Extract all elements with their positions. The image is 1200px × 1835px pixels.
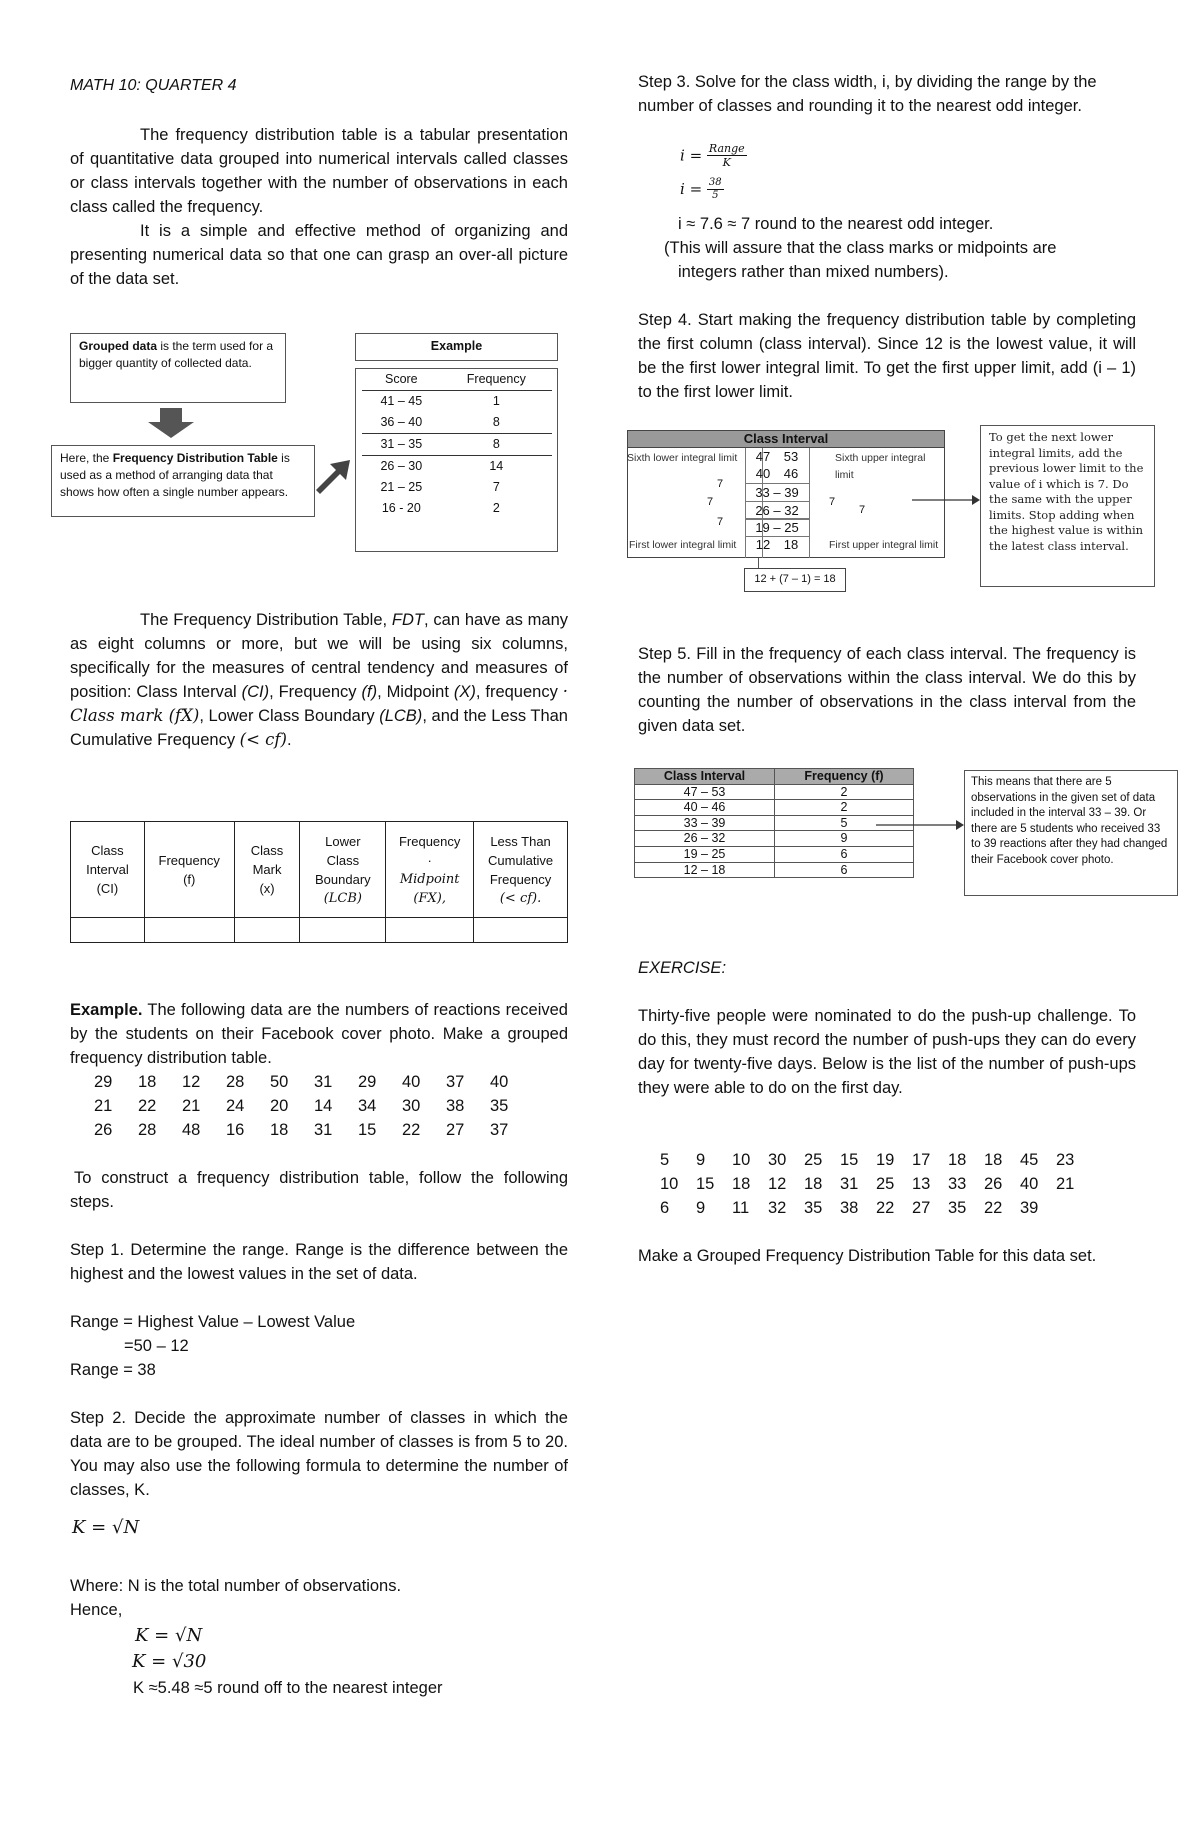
data-value: 22	[402, 1121, 421, 1139]
data-value: 21	[94, 1097, 113, 1115]
example-data-row	[94, 1070, 534, 1094]
class-interval-row: 12 18	[755, 537, 799, 552]
class-interval-diagram: Class Interval Sixth lower integral limit Sixth upper integral limit First lower integral limit First upper integral limit 47 53 40 46 33 – 39 26 – 32 19 – 25 12 18 7 7 7 7 7	[627, 430, 945, 558]
class-interval-row: 19 – 25	[745, 518, 809, 537]
data-value: 21	[182, 1097, 201, 1115]
class-interval-row: 47 53	[755, 449, 799, 464]
example-score-row: 31 – 35 8	[362, 434, 552, 456]
example-paragraph: Example. The following data are the numbers of reactions received by the students on their Facebook cover photo. Make a grouped frequency distribution table.	[70, 1001, 568, 1067]
data-value: 6	[660, 1199, 670, 1217]
data-value: 37	[446, 1073, 465, 1091]
data-value: 50	[270, 1073, 289, 1091]
col-class-mark: Class Mark (x)	[234, 822, 300, 918]
example-data-grid	[94, 1070, 534, 1142]
data-value: 16	[226, 1121, 245, 1139]
intro-paragraph-2: It is a simple and effective method of organizing and presenting numerical data so that one can grasp an over-all picture of the data set.	[70, 222, 568, 288]
step5-note: This means that there are 5 observations in the given set of data included in the interval 33 – 39. Or there are 5 students who received 33 to 39 reactions after they had changed their Facebook cover photo.	[964, 770, 1178, 896]
data-value: 13	[912, 1175, 931, 1193]
example-score-row: 36 – 40 8	[362, 412, 552, 434]
frequency-table-row: 26 – 32 9	[635, 831, 914, 847]
range-line-1: Range = Highest Value – Lowest Value	[70, 1313, 356, 1331]
data-value: 35	[490, 1097, 509, 1115]
data-value: 18	[984, 1151, 1003, 1169]
hence-line: Hence,	[70, 1601, 123, 1619]
sixth-lower-label: Sixth lower integral limit	[627, 452, 738, 464]
col-class-interval: Class Interval (CI)	[71, 822, 145, 918]
data-value: 18	[948, 1151, 967, 1169]
data-value: 24	[226, 1097, 245, 1115]
data-value: 19	[876, 1151, 895, 1169]
example-data-row	[94, 1118, 534, 1142]
data-value: 5	[660, 1151, 670, 1169]
intro-paragraph-1: The frequency distribution table is a tabular presentation of quantitative data grouped into numerical intervals called classes or class intervals together with the number of observations in each class called the frequency.	[70, 126, 568, 216]
fdt-intro-paragraph: The Frequency Distribution Table, FDT, can have as many as eight columns or more, but we will be using six columns, specifically for the measures of central tendency and measures of position: Class Interval (CI), Frequency (f), Midpoint (X), frequency · Class mark (fX), Lower Class Boundary (LCB), and the Less Than Cumulative Frequency (< cf).	[70, 611, 568, 749]
data-value: 22	[876, 1199, 895, 1217]
example-score-row: 41 – 45 1	[380, 394, 500, 408]
data-value: 39	[1020, 1199, 1039, 1217]
data-value: 27	[446, 1121, 465, 1139]
first-upper-formula: 12 + (7 – 1) = 18	[744, 568, 846, 592]
data-value: 17	[912, 1151, 931, 1169]
exercise-data-grid	[660, 1148, 1110, 1220]
frequency-table-box: Here, the Frequency Distribution Table is used as a method of arranging data that shows how often a single number appears.	[51, 445, 315, 517]
page-title: MATH 10: QUARTER 4	[70, 77, 237, 94]
data-value: 11	[732, 1199, 750, 1217]
fdt-columns-table	[70, 821, 568, 943]
data-value: 40	[490, 1073, 509, 1091]
step3-note: (This will assure that the class marks or midpoints are integers rather than mixed numbers).	[664, 239, 1057, 281]
where-line: Where: N is the total number of observations.	[70, 1577, 402, 1595]
k-formula-3: K = √30	[132, 1651, 207, 1672]
data-value: 38	[446, 1097, 465, 1115]
data-value: 29	[358, 1073, 377, 1091]
data-value: 31	[314, 1073, 333, 1091]
example-score-row: 21 – 25 7	[380, 480, 500, 494]
sixth-upper-label: Sixth upper integral limit	[835, 452, 926, 481]
data-value: 33	[948, 1175, 967, 1193]
example-title: Example	[355, 333, 558, 361]
grouped-data-box: Grouped data is the term used for a bigger quantity of collected data.	[70, 333, 286, 403]
col-lower-class-boundary: Lower Class Boundary (LCB)	[300, 822, 386, 918]
data-value: 25	[876, 1175, 895, 1193]
data-value: 18	[138, 1073, 157, 1091]
data-value: 18	[732, 1175, 751, 1193]
frequency-table-row: 47 – 53 2	[635, 784, 914, 800]
data-value: 48	[182, 1121, 201, 1139]
data-value: 18	[804, 1175, 823, 1193]
data-value: 30	[402, 1097, 421, 1115]
data-value: 30	[768, 1151, 787, 1169]
class-interval-header: Class Interval	[627, 430, 945, 448]
exercise-data-row	[660, 1196, 1110, 1220]
data-value: 40	[402, 1073, 421, 1091]
data-value: 9	[696, 1151, 706, 1169]
step3-text: Step 3. Solve for the class width, i, by dividing the range by the number of classes and rounding it to the nearest odd integer.	[638, 73, 1097, 115]
k-result: K ≈5.48 ≈5 round off to the nearest integer	[133, 1679, 443, 1697]
i-formula-2: i = $\frac{38}{5}$	[680, 176, 722, 201]
col-frequency-midpoint: Frequency · Midpoint (FX),	[386, 822, 474, 918]
data-value: 20	[270, 1097, 289, 1115]
data-value: 32	[768, 1199, 787, 1217]
data-value: 31	[840, 1175, 859, 1193]
data-value: 25	[804, 1151, 823, 1169]
data-value: 35	[948, 1199, 967, 1217]
data-value: 38	[840, 1199, 859, 1217]
down-arrow-head-icon	[148, 422, 194, 438]
exercise-text: Thirty-five people were nominated to do the push-up challenge. To do this, they must record the number of push-ups they can do every day for twenty-five days. Below is the list of the number of push-ups they were able to do on the first day.	[638, 1007, 1136, 1097]
col-frequency: Frequency (f)	[144, 822, 234, 918]
class-interval-row: 26 – 32	[745, 501, 809, 520]
data-value: 10	[732, 1151, 751, 1169]
range-line-2: =50 – 12	[124, 1337, 189, 1355]
right-up-arrow-icon	[312, 456, 354, 496]
exercise-task: Make a Grouped Frequency Distribution Table for this data set.	[638, 1247, 1097, 1265]
step4-text: Step 4. Start making the frequency distribution table by completing the first column (class interval). Since 12 is the lowest value, it will be the first lower integral limit. To get the first upper limit, add (i – 1) to the first lower limit.	[638, 311, 1136, 401]
data-value: 10	[660, 1175, 679, 1193]
data-value: 35	[804, 1199, 823, 1217]
step1-text: Step 1. Determine the range. Range is the difference between the highest and the lowest values in the set of data.	[70, 1241, 568, 1283]
data-value: 34	[358, 1097, 377, 1115]
exercise-data-row	[660, 1172, 1110, 1196]
data-value: 9	[696, 1199, 706, 1217]
example-score-table: Score Frequency 41 – 45 1 36 – 40 8 31 – 35 8 26 – 30 14 21 – 25 7 16 - 20 2	[355, 368, 558, 552]
data-value: 14	[314, 1097, 333, 1115]
i-approx: i ≈ 7.6 ≈ 7 round to the nearest odd integer.	[678, 215, 994, 233]
data-value: 31	[314, 1121, 333, 1139]
exercise-title: EXERCISE:	[638, 959, 727, 977]
data-value: 22	[138, 1097, 157, 1115]
range-line-3: Range = 38	[70, 1361, 156, 1379]
i-formula-1: i = Range K	[680, 142, 745, 169]
arrow-right-icon	[912, 494, 980, 506]
example-score-row: 26 – 30 14	[380, 459, 504, 473]
data-value: 12	[182, 1073, 201, 1091]
class-interval-row: 33 – 39	[745, 483, 809, 502]
data-value: 27	[912, 1199, 931, 1217]
example-score-row: 16 - 20 2	[381, 501, 500, 515]
exercise-data-row	[660, 1148, 1110, 1172]
frequency-table-row: 12 – 18 6	[635, 862, 914, 878]
step2-text: Step 2. Decide the approximate number of classes in which the data are to be grouped. The ideal number of classes is from 5 to 20. You may also use the following formula to determine the number of classes, K.	[70, 1409, 568, 1499]
k-formula-2: K = √N	[135, 1625, 203, 1646]
data-value: 15	[696, 1175, 715, 1193]
down-arrow-icon	[160, 408, 182, 422]
example-data-row	[94, 1094, 534, 1118]
data-value: 40	[1020, 1175, 1039, 1193]
data-value: 26	[94, 1121, 113, 1139]
data-value: 37	[490, 1121, 509, 1139]
data-value: 28	[226, 1073, 245, 1091]
step4-note: To get the next lower integral limits, add the previous lower limit to the value of i which is 7. Do the same with the upper limits. Stop adding when the highest value is within the latest class interval.	[980, 425, 1155, 587]
frequency-table-row: 40 – 46 2	[635, 800, 914, 816]
data-value: 29	[94, 1073, 113, 1091]
data-value: 18	[270, 1121, 289, 1139]
construct-paragraph: To construct a frequency distribution table, follow the following steps.	[70, 1169, 568, 1211]
data-value: 22	[984, 1199, 1003, 1217]
data-value: 15	[840, 1151, 859, 1169]
data-value: 23	[1056, 1151, 1075, 1169]
data-value: 26	[984, 1175, 1003, 1193]
data-value: 15	[358, 1121, 377, 1139]
data-value: 12	[768, 1175, 787, 1193]
frequency-table-row: 19 – 25 6	[635, 846, 914, 862]
step5-text: Step 5. Fill in the frequency of each class interval. The frequency is the number of observations within the class interval. We do this by counting the number of observations in the class interval from the given data set.	[638, 645, 1136, 735]
data-value: 28	[138, 1121, 157, 1139]
first-upper-label: First upper integral limit	[829, 539, 939, 551]
first-lower-label: First lower integral limit	[629, 539, 737, 551]
data-value: 21	[1056, 1175, 1075, 1193]
frequency-table: Class Interval Frequency (f) 47 – 53 2 40 – 46 2 33 – 39 5 26 – 32 9 19 – 25 6 12 – 18 6	[634, 768, 914, 878]
k-formula: K = √N	[72, 1517, 140, 1538]
data-value: 45	[1020, 1151, 1039, 1169]
arrow-right-icon-2	[876, 819, 964, 831]
frequency-table-row: 33 – 39 5	[635, 815, 914, 831]
col-less-than-cf: Less Than Cumulative Frequency (< cf).	[474, 822, 568, 918]
class-interval-row: 40 46	[755, 466, 799, 481]
